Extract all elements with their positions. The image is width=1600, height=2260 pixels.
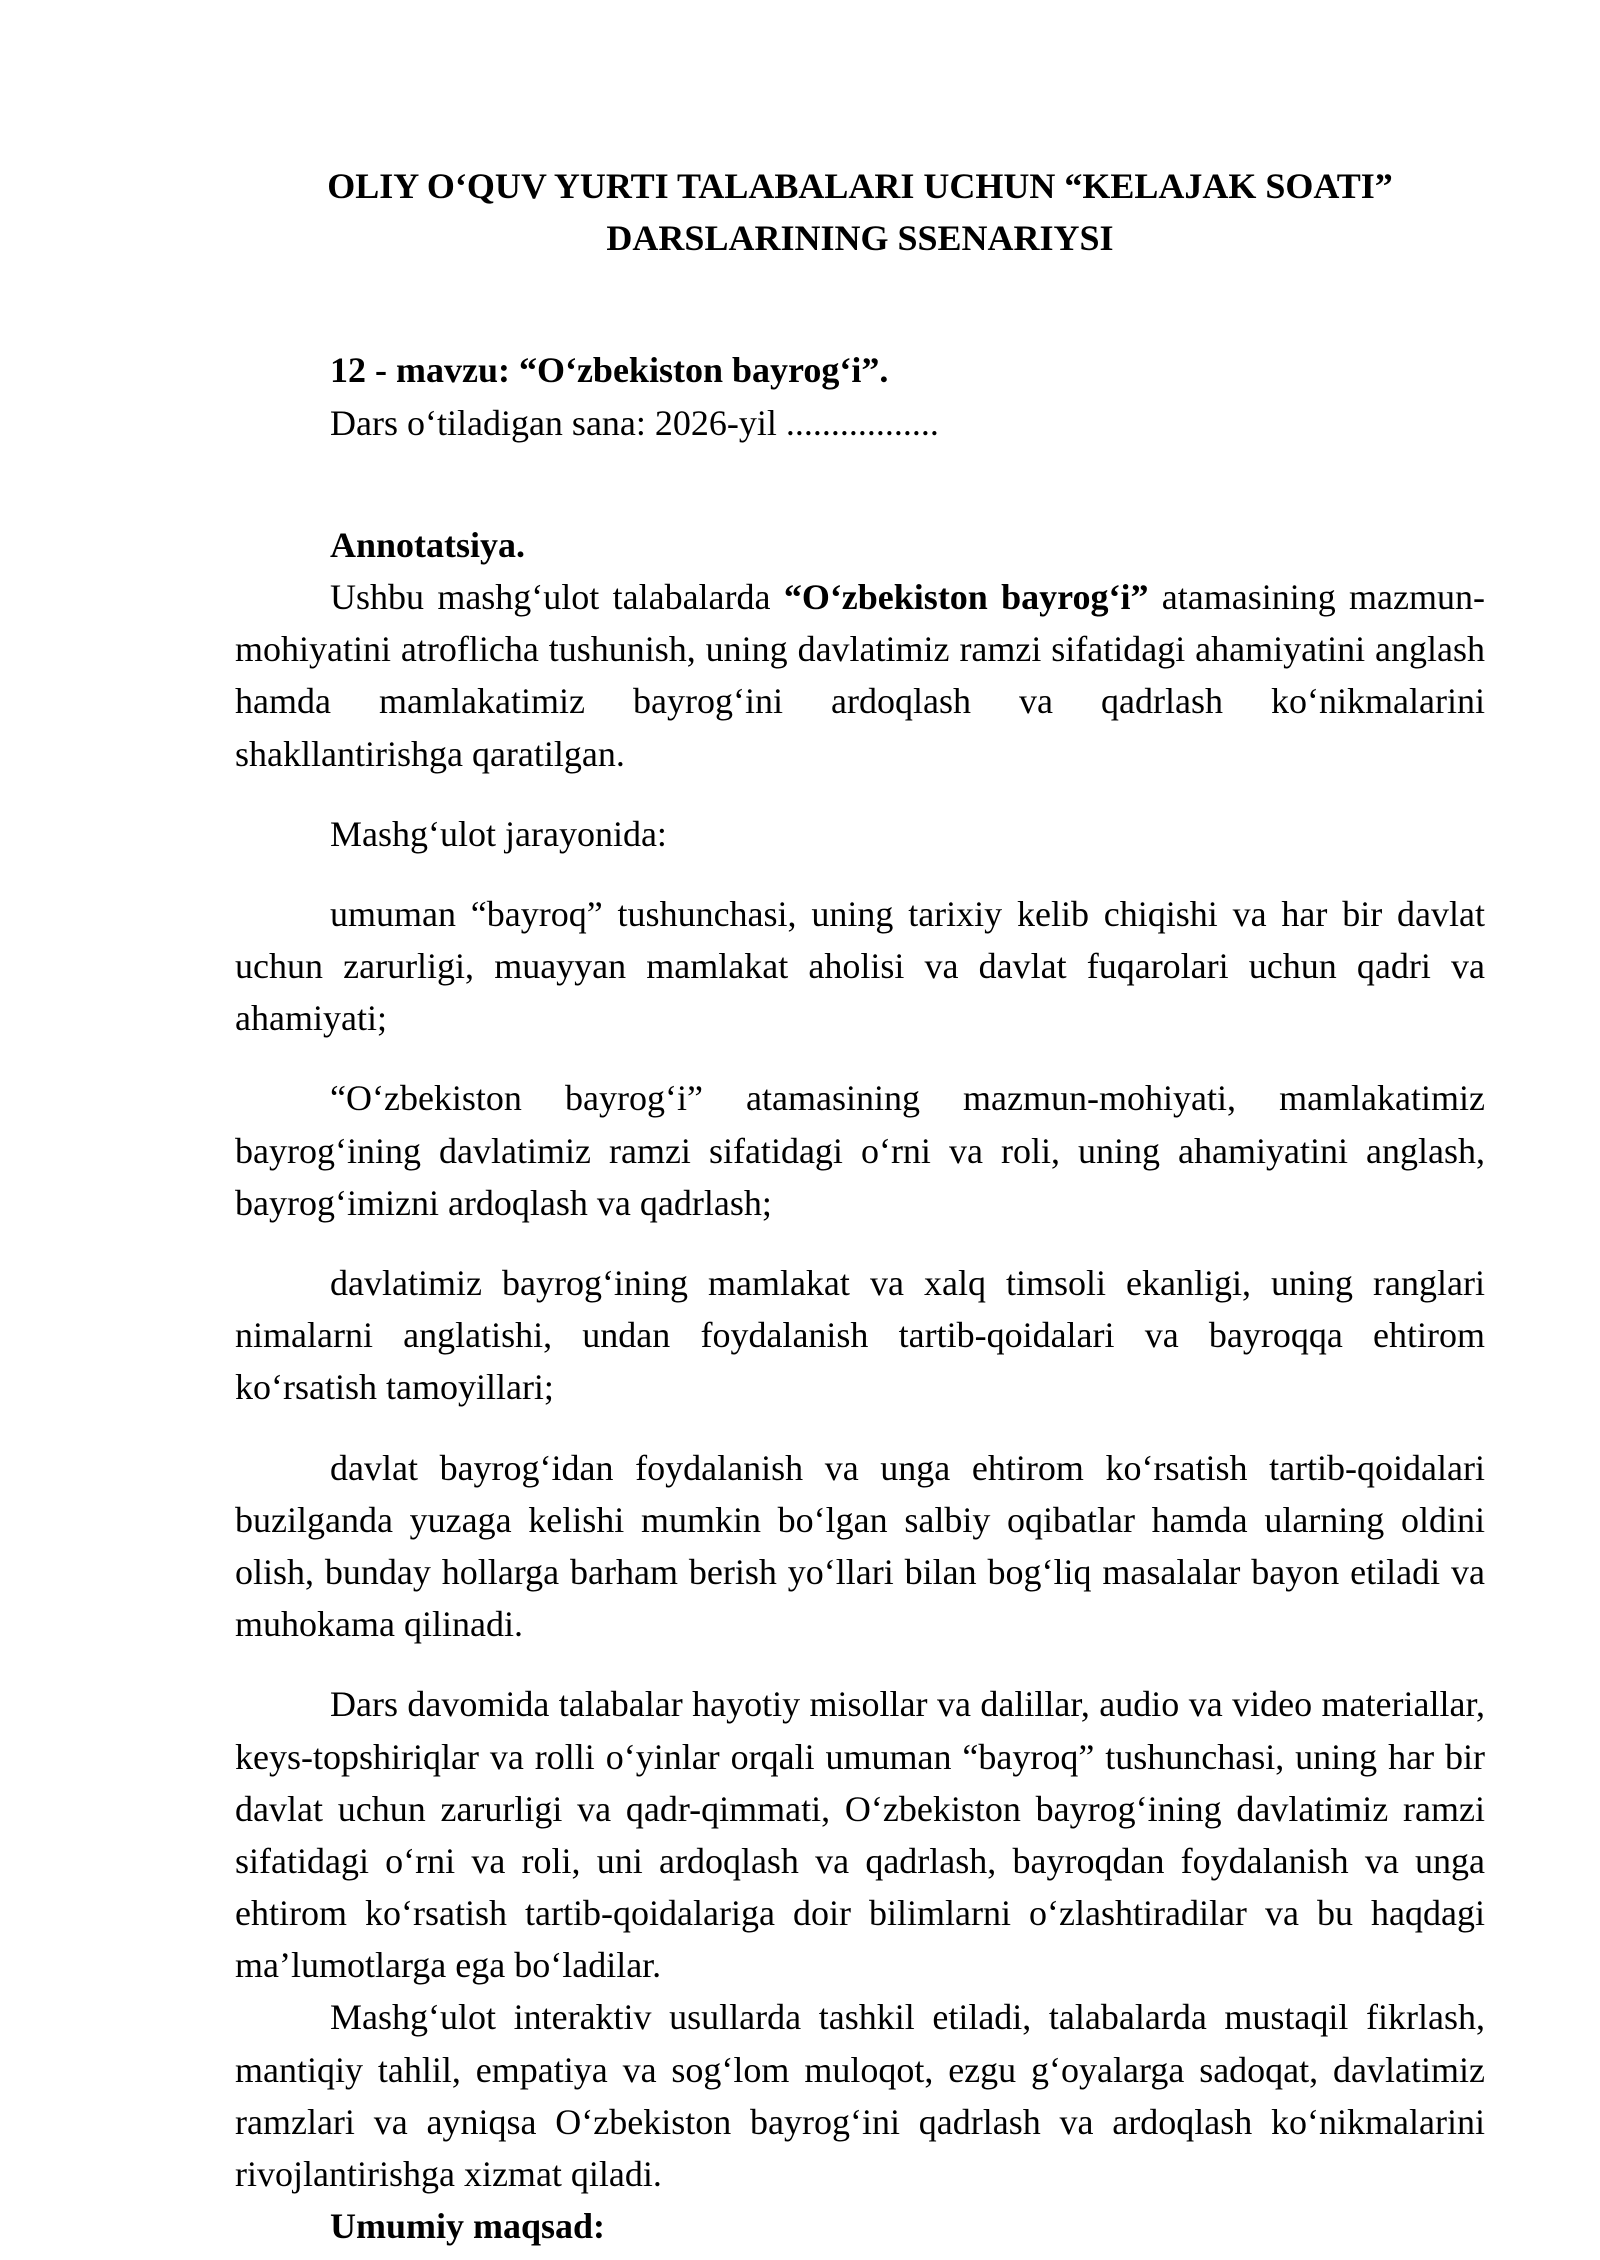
- list-paragraph: davlatimiz bayrog‘ining mamlakat va xalq timsoli ekanligi, uning ranglari nimalarni anglatishi, undan foydalanish tartib-qoidalari va bayroqqa ehtirom ko‘rsatish tamoyillari;: [235, 1263, 1485, 1408]
- annotation-text-post: atamasining mazmun-mohiyatini atroflicha tushunish, uning davlatimiz ramzi sifatidagi ahamiyatini anglash hamda mamlakatimiz bayrog‘ini ardoqlash va qadrlash ko‘nikmalarini shakllantirishga qaratilgan.: [235, 576, 1486, 774]
- general-goal-heading: Umumiy maqsad:: [330, 2206, 606, 2247]
- annotation-heading: Annotatsiya.: [330, 524, 526, 565]
- document-title-line-1: OLIY O‘QUV YURTI TALABALARI UCHUN “KELAJAK SOATI”: [327, 166, 1393, 206]
- annotation-text-bold: “O‘zbekiston bayrog‘i”: [783, 576, 1149, 617]
- topic-line: 12 - mavzu: “O‘zbekiston bayrog‘i”.: [330, 350, 889, 391]
- list-paragraph: “O‘zbekiston bayrog‘i” atamasining mazmun-mohiyati, mamlakatimiz bayrog‘ining davlatimiz ramzi sifatidagi o‘rni va roli, uning ahamiyatini anglash, bayrog‘imizni ardoqlash va qadrlash;: [235, 1078, 1485, 1223]
- document-title-line-2: DARSLARINING SSENARIYSI: [606, 218, 1114, 259]
- annotation-text-pre: Ushbu mashg‘ulot talabalarda: [330, 576, 784, 617]
- list-paragraph: umuman “bayroq” tushunchasi, uning tarixiy kelib chiqishi va har bir davlat uchun zarurligi, muayyan mamlakat aholisi va davlat fuqarolari uchun qadri va ahamiyati;: [235, 893, 1485, 1039]
- document-title: [235, 160, 1485, 264]
- body-paragraph: Dars davomida talabalar hayotiy misollar va dalillar, audio va video materiallar, keys-topshiriqlar va rolli o‘yinlar orqali umuman “bayroq” tushunchasi, uning har bir davlat uchun zarurligi va qadr-qimmati, O‘zbekiston bayrog‘ining davlatimiz ramzi sifatidagi o‘rni va roli, uni ardoqlash va qadrlash, bayroqdan foydalanish va unga ehtirom ko‘rsatish tartib-qoidalariga doir bilimlarni o‘zlashtiradilar va bu haqdagi ma’lumotlarga ega bo‘ladilar.: [235, 1684, 1485, 1986]
- annotation-paragraph: [235, 571, 1485, 780]
- body-paragraph: Mashg‘ulot interaktiv usullarda tashkil etiladi, talabalarda mustaqil fikrlash, mantiqiy tahlil, empatiya va sog‘lom muloqot, ezgu g‘oyalarga sadoqat, davlatimiz ramzlari va ayniqsa O‘zbekiston bayrog‘ini qadrlash va ardoqlash ko‘nikmalarini rivojlantirishga xizmat qiladi.: [235, 1997, 1485, 2194]
- date-line: Dars o‘tiladigan sana: 2026-yil .................: [330, 402, 939, 443]
- list-paragraph: davlat bayrog‘idan foydalanish va unga ehtirom ko‘rsatish tartib-qoidalari buzilganda yuzaga kelishi mumkin bo‘lgan salbiy oqibatlar hamda ularning oldini olish, bunday hollarga barham berish yo‘llari bilan bog‘liq masalalar bayon etiladi va muhokama qilinadi.: [235, 1447, 1485, 1645]
- session-intro-line: Mashg‘ulot jarayonida:: [330, 813, 667, 854]
